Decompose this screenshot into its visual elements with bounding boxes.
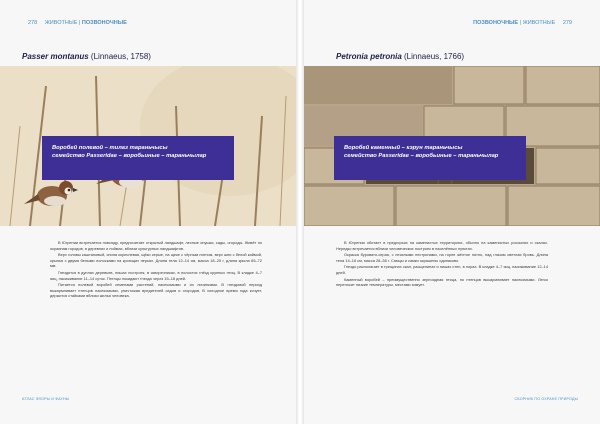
right-paragraph: В Югрении обитает в предгорьях на каменистых территориях, обычно на каменистых россыпях и скалах. Нередко встречается вблизи человеческих построек в населённых пунктах. <box>336 240 548 251</box>
right-page <box>304 0 600 424</box>
left-section-bold: ПОЗВОНОЧНЫЕ <box>81 20 127 26</box>
right-paragraph: Гнездо располагает в трещинах скал, расщелинах и нишах стен, в норах. В кладке 4–7 яиц, насиживание 12–14 дней. <box>336 264 548 275</box>
right-species-title <box>336 52 464 61</box>
tree-sparrows-photo <box>0 66 296 226</box>
left-page <box>0 0 296 424</box>
left-paragraph: Верх головы каштановый, спина коричневая, щёки серые, на щеке с чёрным пятном, верх шеи с белой каймой, крылья с двумя белыми полосками на кроющих перьях. Длина тела 12–14 см, масса 18–25 г, длина крыла 65–72 мм. <box>50 252 262 269</box>
left-species-latin: Passer montanus <box>22 52 89 61</box>
left-paragraph: В Югрении встречается повсюду, предпочитает открытый ландшафт, лесные опушки, сады, огороды. Живёт по окраинам городов, в деревнях и поймах, вблизи культурных ландшафтов. <box>50 240 262 251</box>
right-section-bold: ПОЗВОНОЧНЫЕ <box>473 20 519 26</box>
right-running-header: ПОЗВОНОЧНЫЕ | ЖИВОТНЫЕ 279 <box>473 20 572 26</box>
right-paragraph: Окраска буровато-серая, с неясными пестринами, на горле жёлтое пятно, над глазом светлая бровь. Длина тела 14–16 см, масса 28–36 г. Самцы и самки окрашены одинаково. <box>336 252 548 263</box>
left-page-number: 278 <box>28 20 38 26</box>
book-gutter <box>296 0 304 424</box>
left-paragraph: Питается полевой воробей семенами растений, насекомыми и их личинками. В гнездовой период выкармливает птенцов насекомыми, уничтожая вредителей садов и огородов. В холодное время года кочует, держится стайками вблизи жилья человека. <box>50 282 262 299</box>
right-photo-caption <box>334 136 526 180</box>
rock-sparrow-photo <box>304 66 600 226</box>
right-caption-line2: семейство Passeridae – воробьиные – тараньчылар <box>344 153 499 159</box>
right-paragraph: Каменный воробей – преимущественно зерноядная птица, но птенцов выкармливает насекомыми. Легко переносит низкие температуры, местами зимует. <box>336 276 548 288</box>
left-photo-caption <box>42 136 234 180</box>
right-species-latin: Petronia petronia <box>336 52 402 61</box>
right-page-number: 279 <box>562 20 572 26</box>
left-paragraph: Гнездится в дуплах деревьев, нишах построек, в скворечниках, в полостях гнёзд крупных птиц. В кладке 4–7 яиц, насиживание 11–14 суток. Птенцы покидают гнездо через 15–18 дней. <box>50 269 262 281</box>
right-caption-line1: Воробей каменный – кэрун тараньчысы <box>344 145 463 151</box>
left-caption-line1: Воробей полевой – тилаз тараньчысы <box>52 145 168 151</box>
left-caption-line2: семейство Passeridae – воробьиные – тараньчылар <box>52 153 207 159</box>
left-species-title <box>22 52 151 61</box>
left-body-text <box>50 240 262 300</box>
left-section-light: ЖИВОТНЫЕ <box>44 20 78 26</box>
right-footer: СБОРНИК ПО ОХРАНЕ ПРИРОДЫ <box>514 397 578 401</box>
left-footer: АТЛАС ФЛОРЫ И ФАУНЫ <box>22 397 70 401</box>
right-species-author: (Linnaeus, 1766) <box>401 52 465 61</box>
left-running-header: 278 ЖИВОТНЫЕ | ПОЗВОНОЧНЫЕ <box>28 20 127 26</box>
right-section-light: ЖИВОТНЫЕ <box>522 20 556 26</box>
left-species-author: (Linnaeus, 1758) <box>88 52 151 61</box>
right-body-text <box>336 240 548 289</box>
